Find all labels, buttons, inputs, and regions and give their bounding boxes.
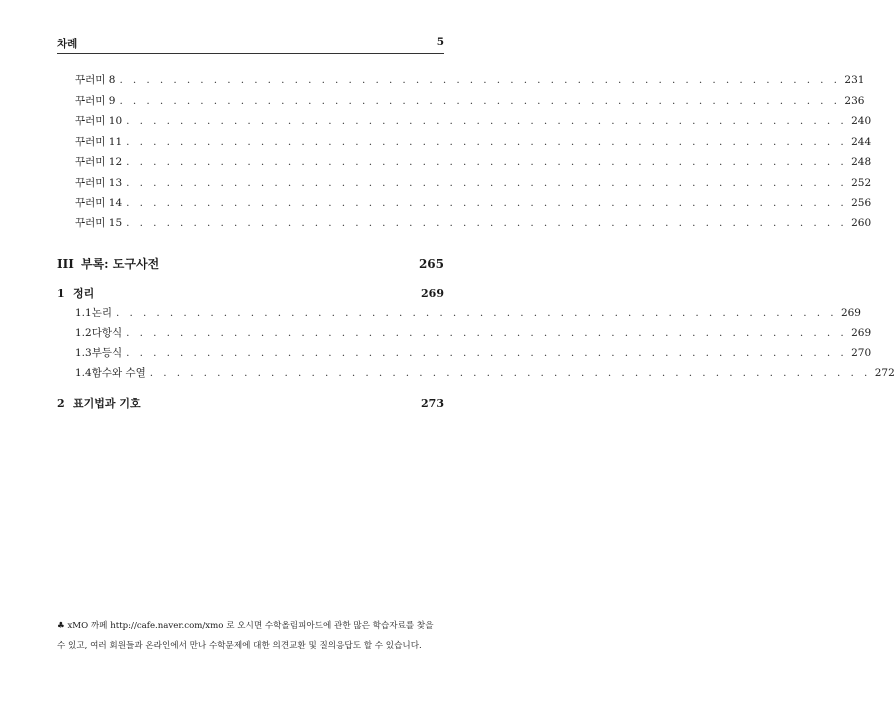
dot-leader: . . . . . . . . . . . . . . . . . . . . . . . . . . . . . . . . . . . . . . . . . . . . . . . . . . . . . . <box>126 347 848 359</box>
section-number: 1.2 <box>75 327 92 339</box>
dot-leader: . . . . . . . . . . . . . . . . . . . . . . . . . . . . . . . . . . . . . . . . . . . . . . . . . . . . . . <box>116 307 837 319</box>
footnote-line <box>57 616 447 636</box>
dot-leader: . . . . . . . . . . . . . . . . . . . . . . . . . . . . . . . . . . . . . . . . . . . . . . . . . . . . . . <box>119 74 841 86</box>
section-page: 272 <box>874 367 895 379</box>
section-page: 269 <box>840 307 861 319</box>
part-number: III <box>57 257 74 271</box>
section-page: 270 <box>851 347 872 359</box>
chapter-page: 273 <box>421 397 444 410</box>
toc-entry-page: 260 <box>851 217 872 229</box>
section-number: 1.3 <box>75 347 92 359</box>
toc-entry-page: 231 <box>844 74 865 86</box>
section-label: 다항식 <box>91 327 123 339</box>
toc-entry[interactable] <box>75 94 865 108</box>
toc-entry-page: 236 <box>844 95 865 107</box>
footnote <box>57 616 447 656</box>
toc-entry-label: 꾸러미 12 <box>75 156 123 168</box>
toc-section[interactable] <box>75 346 872 360</box>
chapter-page: 269 <box>421 287 444 300</box>
section-page: 269 <box>851 327 872 339</box>
toc-chapter[interactable] <box>57 396 444 412</box>
chapter-number: 2 <box>57 397 65 410</box>
section-number: 1.4 <box>75 367 92 379</box>
toc-entry-label: 꾸러미 10 <box>75 115 123 127</box>
chapter-title: 표기법과 기호 <box>73 397 141 410</box>
dot-leader: . . . . . . . . . . . . . . . . . . . . . . . . . . . . . . . . . . . . . . . . . . . . . . . . . . . . . . <box>126 217 848 229</box>
dot-leader: . . . . . . . . . . . . . . . . . . . . . . . . . . . . . . . . . . . . . . . . . . . . . . . . . . . . . . <box>126 197 848 209</box>
toc-entry[interactable] <box>75 114 872 128</box>
part-title: 부록: 도구사전 <box>81 257 160 271</box>
club-icon: ♣ <box>57 621 65 631</box>
chapter-number: 1 <box>57 287 65 300</box>
part-page: 265 <box>418 257 444 271</box>
toc-entry-label: 꾸러미 15 <box>75 217 123 229</box>
dot-leader: . . . . . . . . . . . . . . . . . . . . . . . . . . . . . . . . . . . . . . . . . . . . . . . . . . . . . . <box>126 156 848 168</box>
chapter-title: 정리 <box>73 287 95 300</box>
toc-entry-label: 꾸러미 14 <box>75 197 123 209</box>
dot-leader: . . . . . . . . . . . . . . . . . . . . . . . . . . . . . . . . . . . . . . . . . . . . . . . . . . . . . . <box>126 327 848 339</box>
toc-section[interactable] <box>75 306 861 320</box>
toc-entry-page: 256 <box>851 197 872 209</box>
dot-leader: . . . . . . . . . . . . . . . . . . . . . . . . . . . . . . . . . . . . . . . . . . . . . . . . . . . . . . <box>119 95 841 107</box>
dot-leader: . . . . . . . . . . . . . . . . . . . . . . . . . . . . . . . . . . . . . . . . . . . . . . . . . . . . . . <box>149 367 871 379</box>
header-page-number: 5 <box>436 36 444 48</box>
section-label: 논리 <box>91 307 112 319</box>
toc-entry-label: 꾸러미 13 <box>75 177 123 189</box>
toc-entry[interactable] <box>75 155 872 169</box>
dot-leader: . . . . . . . . . . . . . . . . . . . . . . . . . . . . . . . . . . . . . . . . . . . . . . . . . . . . . . <box>126 115 848 127</box>
header-rule <box>57 53 444 54</box>
dot-leader: . . . . . . . . . . . . . . . . . . . . . . . . . . . . . . . . . . . . . . . . . . . . . . . . . . . . . . <box>126 177 848 189</box>
toc-entry[interactable] <box>75 176 872 190</box>
toc-section[interactable] <box>75 366 895 380</box>
toc-chapter[interactable] <box>57 286 444 302</box>
section-label: 함수와 수열 <box>91 367 146 379</box>
footnote-text: xMO 까페 http://cafe.naver.com/xmo 로 오시면 수학올림피아드에 관한 많은 학습자료를 찾을 <box>67 621 434 631</box>
toc-section[interactable] <box>75 326 872 340</box>
toc-entry[interactable] <box>75 216 872 230</box>
toc-entry[interactable] <box>75 135 872 149</box>
section-label: 부등식 <box>91 347 123 359</box>
dot-leader: . . . . . . . . . . . . . . . . . . . . . . . . . . . . . . . . . . . . . . . . . . . . . . . . . . . . . . <box>126 136 848 148</box>
toc-entry-page: 252 <box>851 177 872 189</box>
toc-entry-label: 꾸러미 9 <box>75 95 116 107</box>
toc-entry-page: 244 <box>851 136 872 148</box>
toc-entry-page: 248 <box>851 156 872 168</box>
header-title: 차례 <box>57 38 78 50</box>
toc-entry-page: 240 <box>851 115 872 127</box>
section-number: 1.1 <box>75 307 92 319</box>
toc-part[interactable] <box>57 256 444 272</box>
toc-entry[interactable] <box>75 73 865 87</box>
toc-entry-label: 꾸러미 8 <box>75 74 116 86</box>
footnote-line: 수 있고, 여러 회원들과 온라인에서 만나 수학문제에 대한 의견교환 및 질의응답도 할 수 있습니다. <box>57 641 422 651</box>
running-header <box>57 36 444 51</box>
toc-entry[interactable] <box>75 196 872 210</box>
toc-entry-label: 꾸러미 11 <box>75 136 123 148</box>
